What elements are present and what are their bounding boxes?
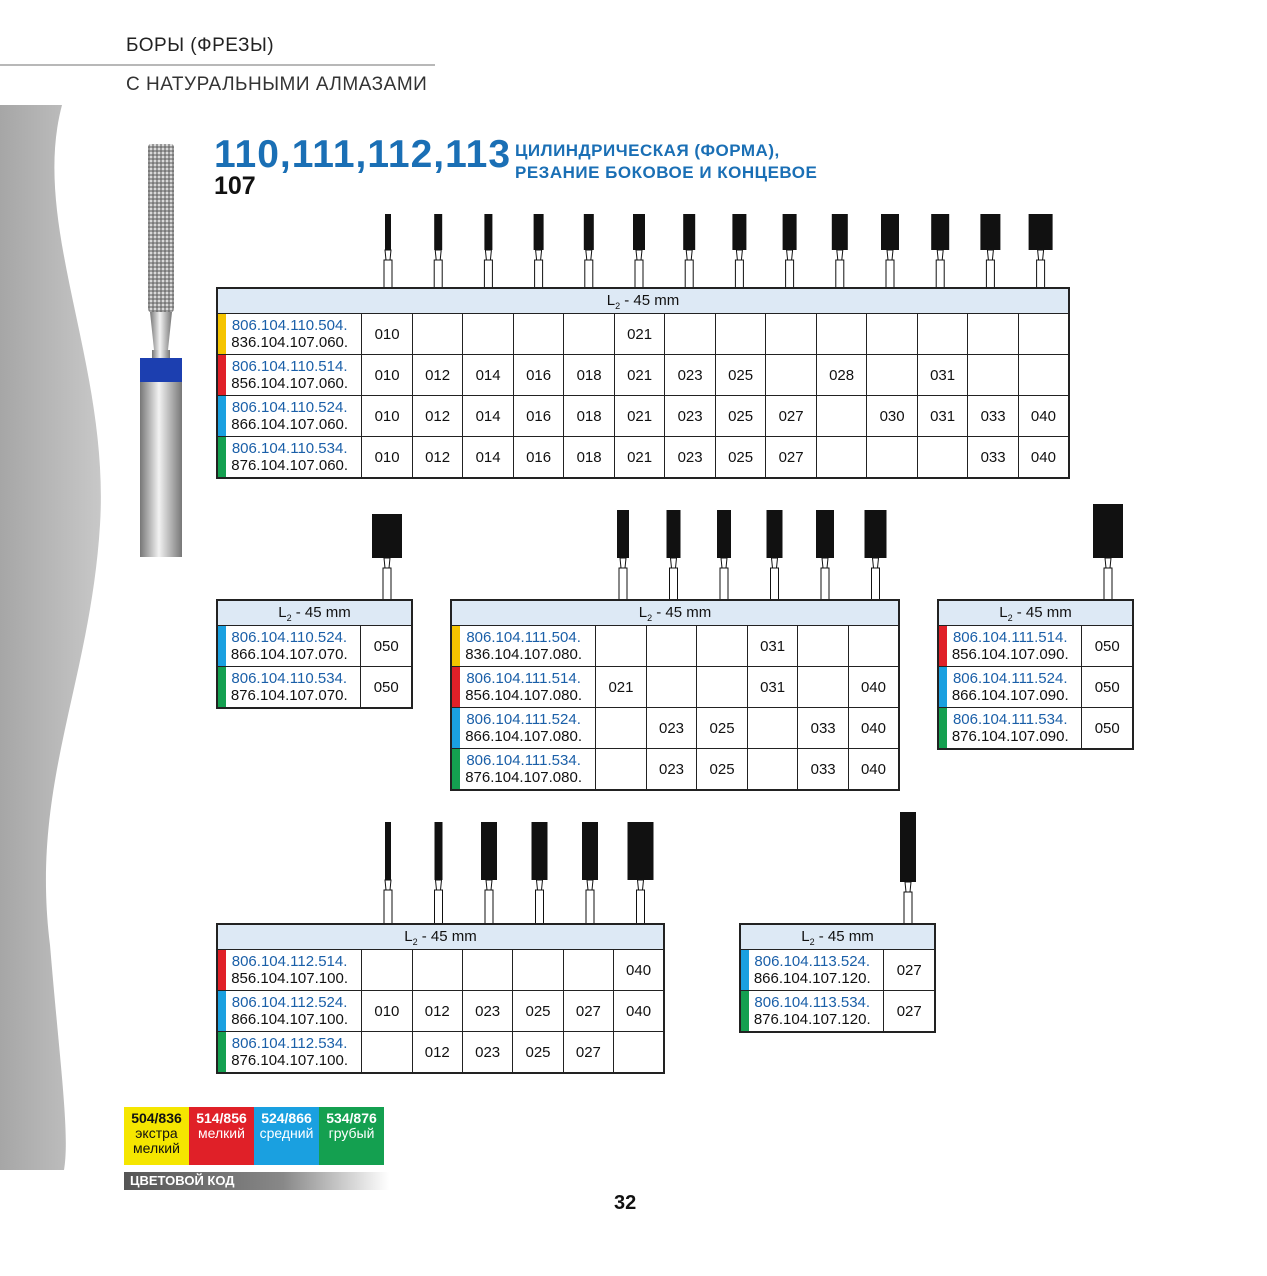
article-code-primary: 806.104.113.524. xyxy=(754,953,871,970)
size-cell: 012 xyxy=(412,991,462,1032)
table-row xyxy=(217,667,412,709)
length-subscript: 2 xyxy=(809,936,815,947)
length-value: - 45 mm xyxy=(417,927,477,945)
size-cell xyxy=(848,626,899,667)
length-subscript: 2 xyxy=(412,936,418,947)
size-cell xyxy=(646,667,697,708)
size-cell xyxy=(766,355,817,396)
size-cell: 050 xyxy=(1082,667,1133,708)
size-table-112-100 xyxy=(216,923,665,1074)
size-cell: 027 xyxy=(766,396,817,437)
size-cell: 016 xyxy=(513,396,564,437)
size-cell: 040 xyxy=(1018,396,1069,437)
article-code-primary: 806.104.110.534. xyxy=(231,440,348,457)
length-header xyxy=(451,600,899,626)
length-symbol: L xyxy=(404,927,413,945)
article-code-primary: 806.104.111.514. xyxy=(466,670,581,687)
bur-drawing xyxy=(617,510,629,600)
article-code xyxy=(217,1032,362,1074)
grit-color-bar xyxy=(218,626,226,666)
size-cell: 012 xyxy=(412,437,463,479)
size-cell: 023 xyxy=(665,396,716,437)
size-cell xyxy=(362,950,412,991)
legend-item xyxy=(319,1107,384,1165)
size-cell: 010 xyxy=(362,396,413,437)
bur-drawing xyxy=(434,214,442,288)
size-cell: 016 xyxy=(513,355,564,396)
size-cell xyxy=(747,708,798,749)
grit-color-bar xyxy=(218,437,226,477)
bur-drawing xyxy=(372,514,402,600)
size-cell: 027 xyxy=(563,1032,613,1074)
bur-drawing xyxy=(534,214,544,288)
size-cell xyxy=(867,437,918,479)
article-code xyxy=(938,708,1082,750)
size-cell xyxy=(596,708,647,749)
article-code xyxy=(740,991,884,1033)
length-value: - 45 mm xyxy=(814,927,874,945)
size-table-113-120 xyxy=(739,923,936,1033)
table-row xyxy=(217,355,1069,396)
article-code-primary: 806.104.111.514. xyxy=(952,629,1068,646)
article-code xyxy=(217,950,362,991)
size-table-110-070 xyxy=(216,599,413,709)
legend-item xyxy=(189,1107,254,1165)
bur-illustrations-1 xyxy=(360,212,1072,288)
size-cell: 025 xyxy=(697,749,748,791)
size-cell: 028 xyxy=(816,355,867,396)
size-cell: 031 xyxy=(917,355,968,396)
bur-drawing xyxy=(1093,504,1123,600)
size-cell xyxy=(462,950,512,991)
article-code xyxy=(451,626,596,667)
length-header xyxy=(217,924,664,950)
size-cell xyxy=(614,1032,664,1074)
size-cell: 010 xyxy=(362,991,412,1032)
article-code-secondary: 876.104.107.080. xyxy=(465,769,582,786)
bur-drawing xyxy=(667,510,681,600)
size-cell xyxy=(596,626,647,667)
size-cell: 014 xyxy=(463,396,514,437)
bur-drawing xyxy=(931,214,949,288)
size-cell xyxy=(362,1032,412,1074)
length-header xyxy=(740,924,935,950)
color-code-legend xyxy=(124,1107,384,1165)
bur-drawing xyxy=(783,214,797,288)
legend-label: средний xyxy=(259,1125,314,1141)
grit-color-bar xyxy=(741,991,749,1031)
size-cell: 031 xyxy=(747,626,798,667)
size-cell: 033 xyxy=(798,708,849,749)
legend-code: 504/836 xyxy=(131,1110,182,1126)
size-cell xyxy=(564,314,615,355)
size-cell xyxy=(766,314,817,355)
article-code-secondary: 866.104.107.080. xyxy=(465,728,582,745)
table-row xyxy=(938,708,1133,750)
size-cell: 050 xyxy=(1082,708,1133,750)
size-cell: 033 xyxy=(968,396,1019,437)
size-cell: 021 xyxy=(614,396,665,437)
length-value: - 45 mm xyxy=(291,603,351,621)
legend-code: 514/856 xyxy=(196,1110,247,1126)
bur-drawing xyxy=(582,822,598,924)
size-cell: 012 xyxy=(412,396,463,437)
article-code xyxy=(740,950,884,991)
bur-drawing xyxy=(384,214,392,288)
description-line-2: РЕЗАНИЕ БОКОВОЕ И КОНЦЕВОЕ xyxy=(515,163,818,182)
size-cell: 025 xyxy=(697,708,748,749)
bur-drawing xyxy=(717,510,731,600)
bur-drawing xyxy=(980,214,1000,288)
article-code-secondary: 866.104.107.090. xyxy=(951,687,1069,704)
size-cell: 027 xyxy=(766,437,817,479)
article-code-secondary: 876.104.107.100. xyxy=(231,1052,348,1069)
table-row xyxy=(217,396,1069,437)
size-cell: 012 xyxy=(412,1032,462,1074)
size-cell: 040 xyxy=(1018,437,1069,479)
size-cell: 021 xyxy=(614,437,665,479)
article-code-primary: 806.104.110.504. xyxy=(231,317,348,334)
color-code-label: ЦВЕТОВОЙ КОД xyxy=(124,1172,389,1190)
header-rule xyxy=(0,64,435,66)
size-cell: 023 xyxy=(462,1032,512,1074)
size-cell: 050 xyxy=(361,626,412,667)
description-line-1: ЦИЛИНДРИЧЕСКАЯ (ФОРМА), xyxy=(515,141,780,160)
table-row xyxy=(217,314,1069,355)
size-cell xyxy=(412,950,462,991)
section-subtitle: С НАТУРАЛЬНЫМИ АЛМАЗАМИ xyxy=(126,74,428,95)
size-cell: 018 xyxy=(564,355,615,396)
size-cell: 023 xyxy=(646,749,697,791)
grit-color-bar xyxy=(218,314,226,354)
bur-drawing xyxy=(384,822,392,924)
length-symbol: L xyxy=(638,603,648,621)
size-cell: 030 xyxy=(867,396,918,437)
length-subscript: 2 xyxy=(1007,612,1013,623)
size-cell: 033 xyxy=(968,437,1019,479)
article-code-primary: 806.104.111.534. xyxy=(952,711,1068,728)
grit-color-bar xyxy=(218,1032,226,1072)
size-cell: 023 xyxy=(462,991,512,1032)
size-cell xyxy=(412,314,463,355)
size-cell xyxy=(747,749,798,791)
bur-drawing xyxy=(481,822,497,924)
article-code-secondary: 836.104.107.080. xyxy=(465,646,582,663)
table-row xyxy=(938,667,1133,708)
length-symbol: L xyxy=(801,927,810,945)
size-cell: 010 xyxy=(362,314,413,355)
article-code-secondary: 866.104.107.120. xyxy=(753,970,871,987)
table-row xyxy=(217,991,664,1032)
size-cell: 025 xyxy=(715,437,766,479)
size-cell: 040 xyxy=(848,708,899,749)
grit-color-bar xyxy=(741,950,749,990)
article-code xyxy=(217,314,362,355)
grit-color-bar xyxy=(218,355,226,395)
table-row xyxy=(740,950,935,991)
bur-illustrations-6 xyxy=(884,810,944,924)
size-cell xyxy=(697,626,748,667)
article-code-secondary: 856.104.107.080. xyxy=(465,687,582,704)
grit-color-bar xyxy=(218,667,226,707)
length-header xyxy=(217,600,412,626)
bur-drawing xyxy=(1029,214,1053,288)
size-cell: 016 xyxy=(513,437,564,479)
size-cell xyxy=(646,626,697,667)
size-cell: 010 xyxy=(362,355,413,396)
article-code-primary: 806.104.111.524. xyxy=(952,670,1068,687)
grit-color-bar xyxy=(218,950,226,990)
size-cell: 018 xyxy=(564,437,615,479)
bur-illustrations-2 xyxy=(360,512,420,600)
article-code xyxy=(451,708,596,749)
table-row xyxy=(740,991,935,1033)
size-cell: 018 xyxy=(564,396,615,437)
article-code-secondary: 866.104.107.100. xyxy=(231,1011,348,1028)
size-cell: 010 xyxy=(362,437,413,479)
grit-color-bar xyxy=(452,708,460,748)
size-cell: 014 xyxy=(463,437,514,479)
size-table-111-090 xyxy=(937,599,1134,750)
size-cell: 033 xyxy=(798,749,849,791)
size-cell: 025 xyxy=(513,1032,563,1074)
grit-color-bar xyxy=(452,667,460,707)
legend-item xyxy=(254,1107,319,1165)
grit-color-bar xyxy=(218,396,226,436)
section-title: БОРЫ (ФРЕЗЫ) xyxy=(126,35,275,56)
article-code xyxy=(217,396,362,437)
article-code-primary: 806.104.111.534. xyxy=(466,752,581,769)
size-cell xyxy=(798,626,849,667)
article-code-primary: 806.104.110.524. xyxy=(231,629,348,646)
article-code-secondary: 836.104.107.060. xyxy=(231,334,349,351)
size-cell: 040 xyxy=(614,950,664,991)
bur-drawing xyxy=(816,510,834,600)
article-code xyxy=(217,667,361,709)
size-cell xyxy=(513,950,563,991)
bur-drawing xyxy=(767,510,783,600)
size-cell: 050 xyxy=(361,667,412,709)
size-cell: 031 xyxy=(747,667,798,708)
size-cell xyxy=(917,437,968,479)
length-subscript: 2 xyxy=(286,612,292,623)
size-cell: 021 xyxy=(614,314,665,355)
bur-drawing xyxy=(900,812,916,924)
article-code-primary: 806.104.111.524. xyxy=(466,711,581,728)
article-code-primary: 806.104.111.504. xyxy=(466,629,581,646)
bur-drawing xyxy=(633,214,645,288)
size-cell xyxy=(665,314,716,355)
bur-drawing xyxy=(484,214,492,288)
decorative-wave xyxy=(0,105,140,1175)
bur-drawing xyxy=(584,214,594,288)
size-cell: 025 xyxy=(513,991,563,1032)
article-code-secondary: 876.104.107.120. xyxy=(753,1011,871,1028)
article-code-primary: 806.104.112.524. xyxy=(231,994,348,1011)
bur-illustrations-5 xyxy=(360,820,670,924)
article-code-secondary: 876.104.107.090. xyxy=(951,728,1069,745)
length-value: - 45 mm xyxy=(652,603,712,621)
table-row xyxy=(451,708,899,749)
size-cell xyxy=(697,667,748,708)
submodel-number: 107 xyxy=(214,172,256,200)
size-cell xyxy=(816,314,867,355)
table-row xyxy=(451,626,899,667)
length-value: - 45 mm xyxy=(620,291,680,309)
bur-drawing xyxy=(435,822,443,924)
size-cell xyxy=(968,314,1019,355)
article-code xyxy=(217,437,362,479)
grit-color-bar xyxy=(218,991,226,1031)
model-numbers: 110,111,112,113 xyxy=(214,133,512,176)
size-cell xyxy=(917,314,968,355)
length-symbol: L xyxy=(278,603,287,621)
bur-drawing xyxy=(832,214,848,288)
table-row xyxy=(938,626,1133,667)
size-cell xyxy=(816,437,867,479)
grit-color-bar xyxy=(939,667,947,707)
size-cell xyxy=(513,314,564,355)
article-code xyxy=(451,749,596,791)
legend-code: 524/866 xyxy=(261,1110,312,1126)
size-cell: 027 xyxy=(884,991,935,1033)
table-row xyxy=(217,1032,664,1074)
bur-drawing xyxy=(532,822,548,924)
length-header xyxy=(217,288,1069,314)
size-cell: 014 xyxy=(463,355,514,396)
article-code-primary: 806.104.110.524. xyxy=(231,399,348,416)
table-row xyxy=(217,626,412,667)
article-code-secondary: 876.104.107.070. xyxy=(230,687,348,704)
table-row xyxy=(217,950,664,991)
size-cell: 027 xyxy=(884,950,935,991)
article-code-secondary: 866.104.107.070. xyxy=(230,646,348,663)
size-cell: 040 xyxy=(614,991,664,1032)
table-row xyxy=(217,437,1069,479)
size-cell: 021 xyxy=(596,667,647,708)
page-number: 32 xyxy=(614,1192,637,1214)
article-code-secondary: 856.104.107.090. xyxy=(951,646,1069,663)
article-code-primary: 806.104.110.514. xyxy=(231,358,348,375)
article-code-secondary: 856.104.107.060. xyxy=(231,375,349,392)
bur-drawing xyxy=(865,510,887,600)
size-cell xyxy=(867,314,918,355)
size-cell xyxy=(867,355,918,396)
article-code xyxy=(938,626,1082,667)
article-code xyxy=(217,355,362,396)
article-code xyxy=(217,626,361,667)
bur-drawing xyxy=(683,214,695,288)
table-row xyxy=(451,749,899,791)
article-code-primary: 806.104.112.514. xyxy=(231,953,348,970)
article-code-primary: 806.104.113.534. xyxy=(754,994,871,1011)
size-cell: 025 xyxy=(715,355,766,396)
length-symbol: L xyxy=(999,603,1008,621)
bur-illustrations-3 xyxy=(595,508,905,600)
size-cell xyxy=(463,314,514,355)
legend-code: 534/876 xyxy=(326,1110,377,1126)
legend-item xyxy=(124,1107,189,1165)
size-cell: 021 xyxy=(614,355,665,396)
bur-illustrations-4 xyxy=(1083,502,1143,600)
size-cell: 040 xyxy=(848,667,899,708)
product-description xyxy=(515,140,817,184)
length-header xyxy=(938,600,1133,626)
size-cell xyxy=(563,950,613,991)
size-cell: 023 xyxy=(665,355,716,396)
size-cell: 023 xyxy=(665,437,716,479)
legend-label: грубый xyxy=(328,1125,375,1141)
size-cell xyxy=(816,396,867,437)
size-cell xyxy=(715,314,766,355)
legend-label: экстра мелкий xyxy=(133,1125,180,1156)
bur-photo xyxy=(134,140,194,560)
size-cell: 012 xyxy=(412,355,463,396)
article-code-primary: 806.104.110.534. xyxy=(231,670,348,687)
size-cell: 031 xyxy=(917,396,968,437)
grit-color-bar xyxy=(452,749,460,789)
length-subscript: 2 xyxy=(647,612,653,623)
bur-drawing xyxy=(881,214,899,288)
size-table-110-060 xyxy=(216,287,1070,479)
article-code xyxy=(451,667,596,708)
article-code xyxy=(217,991,362,1032)
grit-color-bar xyxy=(939,626,947,666)
size-cell xyxy=(1018,314,1069,355)
size-cell xyxy=(968,355,1019,396)
table-row xyxy=(451,667,899,708)
grit-color-bar xyxy=(939,708,947,748)
article-code xyxy=(938,667,1082,708)
size-table-111-080 xyxy=(450,599,900,791)
article-code-secondary: 866.104.107.060. xyxy=(231,416,349,433)
length-value: - 45 mm xyxy=(1012,603,1072,621)
bur-drawing xyxy=(628,822,654,924)
size-cell: 027 xyxy=(563,991,613,1032)
size-cell: 023 xyxy=(646,708,697,749)
article-code-primary: 806.104.112.534. xyxy=(231,1035,348,1052)
size-cell: 025 xyxy=(715,396,766,437)
length-subscript: 2 xyxy=(615,300,621,311)
size-cell: 040 xyxy=(848,749,899,791)
article-code-secondary: 876.104.107.060. xyxy=(231,457,349,474)
length-symbol: L xyxy=(606,291,616,309)
bur-drawing xyxy=(732,214,746,288)
article-code-secondary: 856.104.107.100. xyxy=(231,970,348,987)
size-cell xyxy=(798,667,849,708)
legend-label: мелкий xyxy=(198,1125,245,1141)
size-cell xyxy=(1018,355,1069,396)
grit-color-bar xyxy=(452,626,460,666)
size-cell: 050 xyxy=(1082,626,1133,667)
size-cell xyxy=(596,749,647,791)
